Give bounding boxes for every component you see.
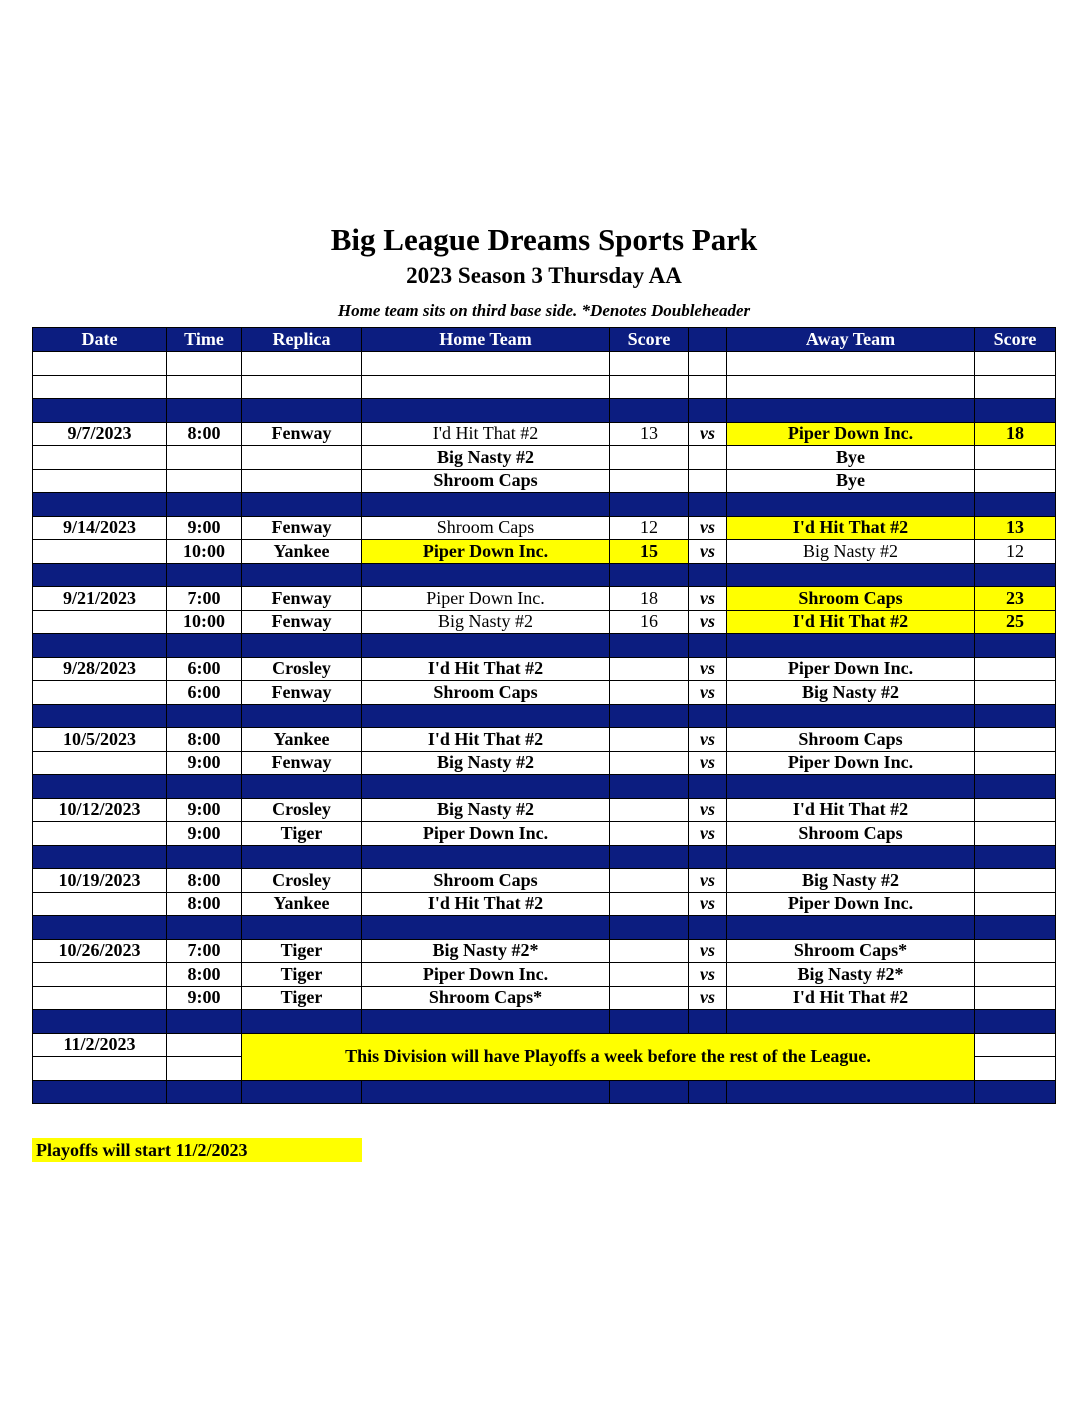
separator-cell: [33, 399, 167, 423]
away-score-cell: 12: [975, 540, 1056, 564]
time-cell: 7:00: [167, 939, 242, 963]
replica-cell: Yankee: [242, 892, 362, 916]
date-cell: [33, 822, 167, 846]
away-team-cell: Shroom Caps*: [727, 939, 975, 963]
separator-cell: [33, 1010, 167, 1034]
week-separator-row: [33, 845, 1056, 869]
away-team-cell: I'd Hit That #2: [727, 986, 975, 1010]
away-score-cell: [975, 892, 1056, 916]
game-row: [33, 798, 1056, 822]
separator-cell: [33, 775, 167, 799]
home-score-cell: [610, 798, 689, 822]
schedule-body: [33, 352, 1056, 1104]
away-team-cell: I'd Hit That #2: [727, 516, 975, 540]
away-team-cell: I'd Hit That #2: [727, 798, 975, 822]
vs-cell: vs: [689, 657, 727, 681]
date-cell: [33, 469, 167, 493]
home-team-cell: I'd Hit That #2: [362, 728, 610, 752]
playoff-banner: This Division will have Playoffs a week before the rest of the League.: [242, 1033, 975, 1080]
away-team-cell: Bye: [727, 469, 975, 493]
home-team-cell: Shroom Caps*: [362, 986, 610, 1010]
replica-cell: Fenway: [242, 587, 362, 611]
playoff-score-cell: [975, 1057, 1056, 1081]
date-cell: 10/5/2023: [33, 728, 167, 752]
date-cell: 9/14/2023: [33, 516, 167, 540]
away-score-cell: [975, 939, 1056, 963]
game-row: [33, 963, 1056, 987]
replica-cell: Tiger: [242, 963, 362, 987]
home-team-cell: I'd Hit That #2: [362, 422, 610, 446]
game-row: [33, 610, 1056, 634]
away-team-cell: Piper Down Inc.: [727, 892, 975, 916]
time-cell: [167, 446, 242, 470]
separator-cell: [610, 563, 689, 587]
separator-cell: [610, 916, 689, 940]
date-cell: 10/12/2023: [33, 798, 167, 822]
vs-cell: vs: [689, 892, 727, 916]
away-score-cell: [975, 681, 1056, 705]
separator-cell: [362, 845, 610, 869]
game-row: [33, 892, 1056, 916]
time-cell: 8:00: [167, 963, 242, 987]
separator-cell: [727, 1010, 975, 1034]
away-team-cell: I'd Hit That #2: [727, 610, 975, 634]
replica-cell: Fenway: [242, 681, 362, 705]
separator-cell: [242, 1080, 362, 1104]
blank-row: [33, 352, 1056, 376]
time-cell: 9:00: [167, 798, 242, 822]
replica-cell: Crosley: [242, 798, 362, 822]
week-separator-row: [33, 704, 1056, 728]
vs-cell: vs: [689, 963, 727, 987]
separator-cell: [610, 493, 689, 517]
time-cell: 9:00: [167, 822, 242, 846]
separator-cell: [727, 399, 975, 423]
separator-cell: [975, 1010, 1056, 1034]
separator-cell: [727, 916, 975, 940]
separator-cell: [689, 399, 727, 423]
date-cell: [33, 963, 167, 987]
separator-cell: [167, 916, 242, 940]
game-row: [33, 939, 1056, 963]
time-cell: 6:00: [167, 657, 242, 681]
separator-cell: [242, 845, 362, 869]
separator-cell: [33, 845, 167, 869]
home-team-cell: Piper Down Inc.: [362, 963, 610, 987]
away-team-cell: Big Nasty #2: [727, 540, 975, 564]
time-cell: 10:00: [167, 540, 242, 564]
home-team-cell: Shroom Caps: [362, 469, 610, 493]
time-cell: 9:00: [167, 751, 242, 775]
home-team-cell: Big Nasty #2*: [362, 939, 610, 963]
away-team-cell: Shroom Caps: [727, 728, 975, 752]
separator-cell: [167, 704, 242, 728]
home-score-cell: [610, 657, 689, 681]
separator-cell: [33, 634, 167, 658]
separator-cell: [727, 704, 975, 728]
header-away-team: Away Team: [727, 328, 975, 352]
replica-cell: Crosley: [242, 657, 362, 681]
away-team-cell: Piper Down Inc.: [727, 657, 975, 681]
page-title: Big League Dreams Sports Park: [330, 222, 758, 257]
replica-cell: Yankee: [242, 540, 362, 564]
away-score-cell: 25: [975, 610, 1056, 634]
separator-cell: [242, 916, 362, 940]
date-cell: 9/28/2023: [33, 657, 167, 681]
away-team-cell: Big Nasty #2: [727, 869, 975, 893]
game-row: [33, 516, 1056, 540]
time-cell: 9:00: [167, 516, 242, 540]
home-score-cell: [610, 869, 689, 893]
home-team-cell: Big Nasty #2: [362, 610, 610, 634]
separator-cell: [689, 916, 727, 940]
separator-cell: [727, 845, 975, 869]
separator-cell: [689, 775, 727, 799]
away-score-cell: [975, 869, 1056, 893]
replica-cell: Fenway: [242, 751, 362, 775]
game-row: [33, 728, 1056, 752]
header-time: Time: [167, 328, 242, 352]
time-cell: 9:00: [167, 986, 242, 1010]
home-score-cell: [610, 939, 689, 963]
away-team-cell: Piper Down Inc.: [727, 751, 975, 775]
home-team-cell: Piper Down Inc.: [362, 540, 610, 564]
separator-cell: [33, 563, 167, 587]
separator-cell: [362, 399, 610, 423]
separator-cell: [975, 493, 1056, 517]
page-subtitle: 2023 Season 3 Thursday AA: [406, 263, 682, 288]
home-score-cell: [610, 728, 689, 752]
away-team-cell: Shroom Caps: [727, 822, 975, 846]
home-score-cell: [610, 681, 689, 705]
separator-cell: [975, 634, 1056, 658]
separator-cell: [33, 1080, 167, 1104]
separator-cell: [242, 399, 362, 423]
separator-cell: [975, 399, 1056, 423]
time-cell: 8:00: [167, 869, 242, 893]
separator-cell: [727, 1080, 975, 1104]
date-cell: [33, 751, 167, 775]
vs-cell: vs: [689, 869, 727, 893]
date-cell: 10/19/2023: [33, 869, 167, 893]
playoff-time-cell: [167, 1033, 242, 1057]
home-score-cell: [610, 822, 689, 846]
separator-cell: [362, 916, 610, 940]
header-date: Date: [33, 328, 167, 352]
time-cell: 8:00: [167, 422, 242, 446]
playoffs-start-note: Playoffs will start 11/2/2023: [32, 1138, 362, 1162]
replica-cell: Tiger: [242, 986, 362, 1010]
separator-cell: [167, 1010, 242, 1034]
separator-cell: [975, 1080, 1056, 1104]
separator-cell: [727, 634, 975, 658]
week-separator-row: [33, 1080, 1056, 1104]
vs-cell: [689, 446, 727, 470]
separator-cell: [167, 845, 242, 869]
game-row: [33, 986, 1056, 1010]
away-score-cell: [975, 798, 1056, 822]
home-team-cell: Shroom Caps: [362, 681, 610, 705]
home-score-cell: 16: [610, 610, 689, 634]
vs-cell: vs: [689, 798, 727, 822]
separator-cell: [689, 563, 727, 587]
away-score-cell: [975, 986, 1056, 1010]
separator-cell: [242, 563, 362, 587]
blank-row: [33, 375, 1056, 399]
week-separator-row: [33, 493, 1056, 517]
time-cell: 10:00: [167, 610, 242, 634]
game-row: [33, 469, 1056, 493]
replica-cell: Tiger: [242, 939, 362, 963]
vs-cell: [689, 469, 727, 493]
separator-cell: [689, 634, 727, 658]
home-team-cell: Shroom Caps: [362, 869, 610, 893]
vs-cell: vs: [689, 587, 727, 611]
separator-cell: [689, 493, 727, 517]
home-score-cell: 15: [610, 540, 689, 564]
vs-cell: vs: [689, 822, 727, 846]
replica-cell: Fenway: [242, 610, 362, 634]
replica-cell: Yankee: [242, 728, 362, 752]
date-cell: 9/21/2023: [33, 587, 167, 611]
separator-cell: [610, 845, 689, 869]
week-separator-row: [33, 634, 1056, 658]
home-score-cell: [610, 751, 689, 775]
game-row: [33, 587, 1056, 611]
header-home-team: Home Team: [362, 328, 610, 352]
week-separator-row: [33, 563, 1056, 587]
separator-cell: [362, 634, 610, 658]
separator-cell: [610, 399, 689, 423]
replica-cell: Crosley: [242, 869, 362, 893]
date-cell: [33, 446, 167, 470]
home-score-cell: 13: [610, 422, 689, 446]
home-score-cell: [610, 446, 689, 470]
vs-cell: vs: [689, 751, 727, 775]
separator-cell: [167, 775, 242, 799]
playoff-date-cell: 11/2/2023: [33, 1033, 167, 1057]
away-score-cell: [975, 446, 1056, 470]
separator-cell: [362, 563, 610, 587]
game-row: [33, 446, 1056, 470]
separator-cell: [610, 704, 689, 728]
vs-cell: vs: [689, 728, 727, 752]
separator-cell: [167, 634, 242, 658]
separator-cell: [610, 1010, 689, 1034]
home-team-cell: Shroom Caps: [362, 516, 610, 540]
separator-cell: [727, 493, 975, 517]
away-team-cell: Big Nasty #2: [727, 681, 975, 705]
home-team-cell: I'd Hit That #2: [362, 657, 610, 681]
separator-cell: [33, 916, 167, 940]
separator-cell: [33, 704, 167, 728]
separator-cell: [242, 704, 362, 728]
vs-cell: vs: [689, 516, 727, 540]
date-cell: [33, 681, 167, 705]
vs-cell: vs: [689, 986, 727, 1010]
vs-cell: vs: [689, 422, 727, 446]
time-cell: 8:00: [167, 728, 242, 752]
replica-cell: [242, 446, 362, 470]
replica-cell: Fenway: [242, 422, 362, 446]
separator-cell: [33, 493, 167, 517]
date-cell: [33, 610, 167, 634]
date-cell: 9/7/2023: [33, 422, 167, 446]
schedule-table: [32, 327, 1056, 1104]
home-score-cell: [610, 986, 689, 1010]
away-score-cell: [975, 822, 1056, 846]
separator-cell: [975, 845, 1056, 869]
game-row: [33, 540, 1056, 564]
separator-cell: [975, 704, 1056, 728]
separator-cell: [362, 493, 610, 517]
separator-cell: [610, 775, 689, 799]
home-team-cell: Big Nasty #2: [362, 798, 610, 822]
separator-cell: [689, 845, 727, 869]
header-replica: Replica: [242, 328, 362, 352]
header-home-score: Score: [610, 328, 689, 352]
date-cell: [33, 986, 167, 1010]
separator-cell: [242, 775, 362, 799]
home-score-cell: 18: [610, 587, 689, 611]
playoff-time-cell: [167, 1057, 242, 1081]
home-score-cell: [610, 963, 689, 987]
home-team-cell: Piper Down Inc.: [362, 587, 610, 611]
replica-cell: Tiger: [242, 822, 362, 846]
separator-cell: [689, 1080, 727, 1104]
away-score-cell: [975, 751, 1056, 775]
home-team-cell: Big Nasty #2: [362, 446, 610, 470]
away-team-cell: Shroom Caps: [727, 587, 975, 611]
week-separator-row: [33, 1010, 1056, 1034]
away-score-cell: [975, 469, 1056, 493]
vs-cell: vs: [689, 610, 727, 634]
separator-cell: [975, 563, 1056, 587]
away-score-cell: [975, 728, 1056, 752]
separator-cell: [727, 775, 975, 799]
separator-cell: [167, 399, 242, 423]
away-score-cell: [975, 963, 1056, 987]
playoff-row: [33, 1033, 1056, 1057]
away-score-cell: 23: [975, 587, 1056, 611]
date-cell: 10/26/2023: [33, 939, 167, 963]
home-team-cell: Piper Down Inc.: [362, 822, 610, 846]
doubleheader-note: Home team sits on third base side. *Denotes Doubleheader: [337, 301, 751, 320]
vs-cell: vs: [689, 939, 727, 963]
home-team-cell: I'd Hit That #2: [362, 892, 610, 916]
separator-cell: [689, 704, 727, 728]
week-separator-row: [33, 916, 1056, 940]
replica-cell: Fenway: [242, 516, 362, 540]
away-team-cell: Big Nasty #2*: [727, 963, 975, 987]
separator-cell: [727, 563, 975, 587]
vs-cell: vs: [689, 540, 727, 564]
separator-cell: [242, 634, 362, 658]
separator-cell: [689, 1010, 727, 1034]
time-cell: [167, 469, 242, 493]
separator-cell: [242, 493, 362, 517]
header-away-score: Score: [975, 328, 1056, 352]
game-row: [33, 822, 1056, 846]
home-team-cell: Big Nasty #2: [362, 751, 610, 775]
header-vs: [689, 328, 727, 352]
separator-cell: [975, 775, 1056, 799]
playoff-score-cell: [975, 1033, 1056, 1057]
away-score-cell: 13: [975, 516, 1056, 540]
replica-cell: [242, 469, 362, 493]
separator-cell: [975, 916, 1056, 940]
game-row: [33, 681, 1056, 705]
date-cell: [33, 892, 167, 916]
separator-cell: [167, 1080, 242, 1104]
separator-cell: [362, 1010, 610, 1034]
game-row: [33, 657, 1056, 681]
separator-cell: [362, 704, 610, 728]
week-separator-row: [33, 775, 1056, 799]
separator-cell: [362, 775, 610, 799]
away-team-cell: Piper Down Inc.: [727, 422, 975, 446]
game-row: [33, 422, 1056, 446]
home-score-cell: [610, 469, 689, 493]
separator-cell: [242, 1010, 362, 1034]
time-cell: 8:00: [167, 892, 242, 916]
home-score-cell: [610, 892, 689, 916]
playoff-date-cell: [33, 1057, 167, 1081]
time-cell: 6:00: [167, 681, 242, 705]
header-row: [33, 328, 1056, 352]
separator-cell: [167, 563, 242, 587]
vs-cell: vs: [689, 681, 727, 705]
separator-cell: [610, 634, 689, 658]
away-score-cell: [975, 657, 1056, 681]
separator-cell: [167, 493, 242, 517]
date-cell: [33, 540, 167, 564]
away-score-cell: 18: [975, 422, 1056, 446]
week-separator-row: [33, 399, 1056, 423]
separator-cell: [610, 1080, 689, 1104]
away-team-cell: Bye: [727, 446, 975, 470]
separator-cell: [362, 1080, 610, 1104]
game-row: [33, 751, 1056, 775]
game-row: [33, 869, 1056, 893]
time-cell: 7:00: [167, 587, 242, 611]
home-score-cell: 12: [610, 516, 689, 540]
